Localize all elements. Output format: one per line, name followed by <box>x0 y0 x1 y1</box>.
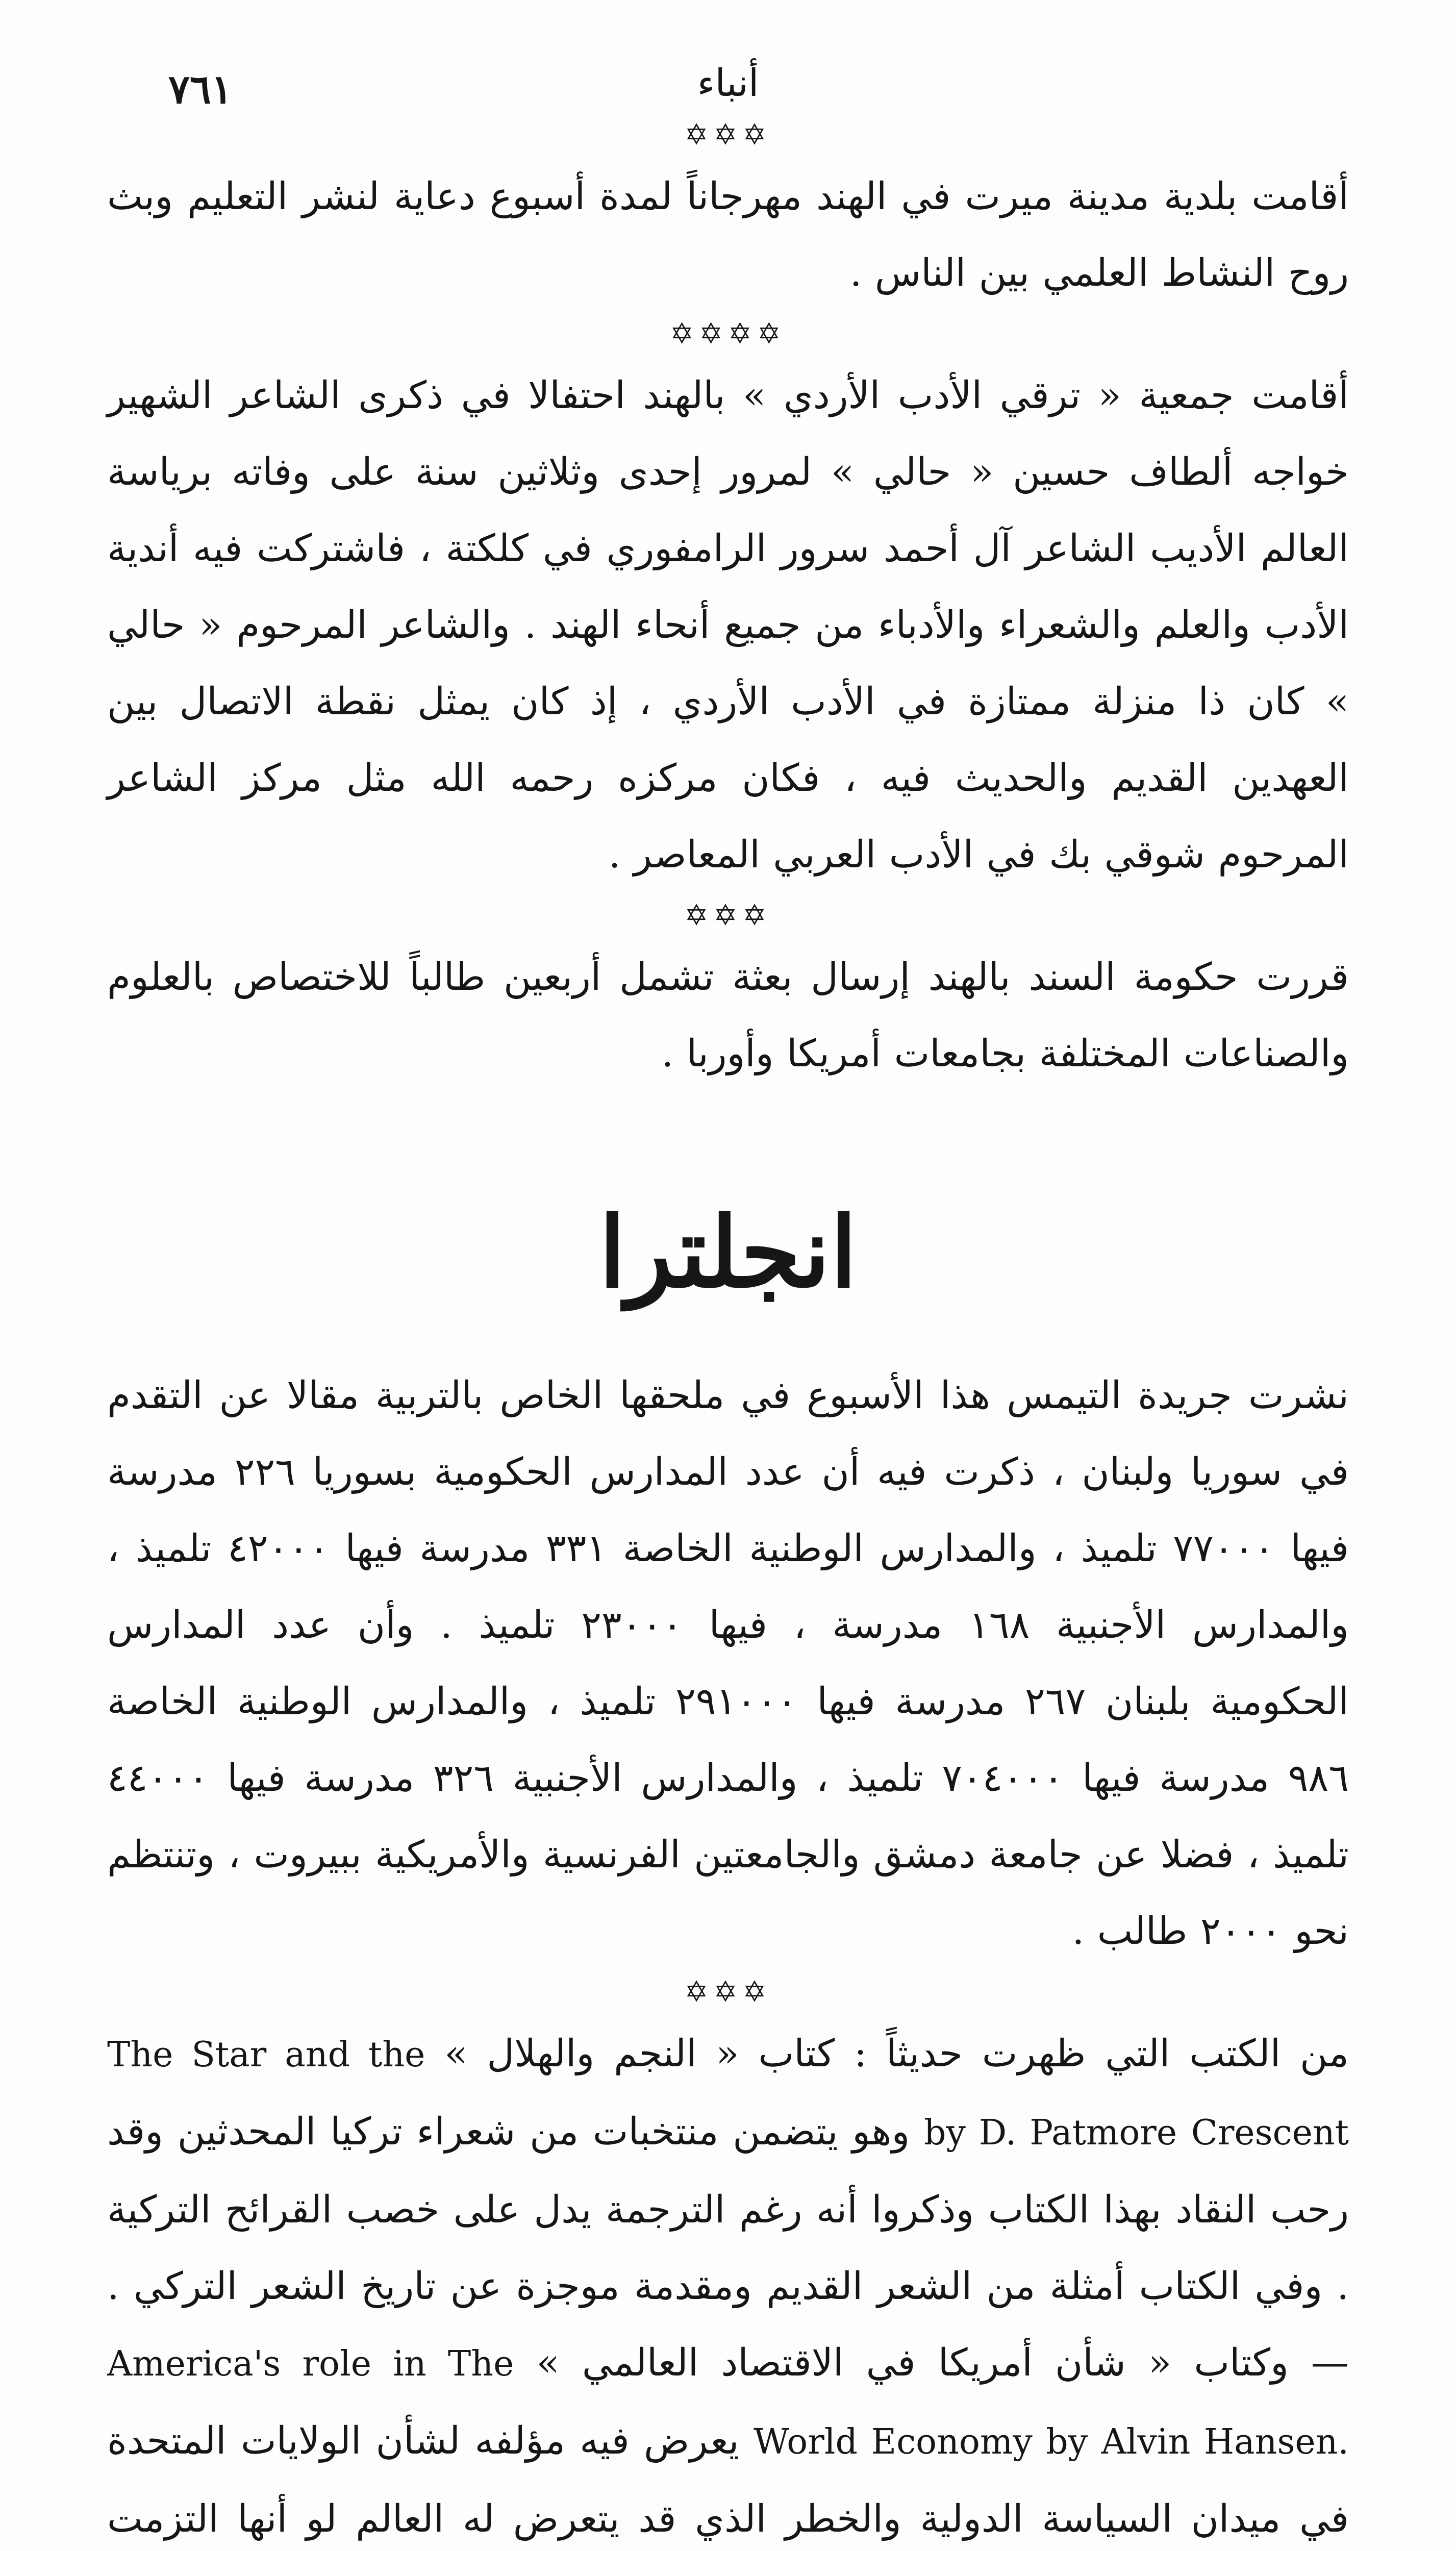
star-separator: ✡✡✡ <box>684 1975 772 2009</box>
running-title: أنباء <box>697 61 759 105</box>
section-title-england: انجلترا <box>598 1195 858 1309</box>
page-header <box>107 56 1349 112</box>
books-text-1: من الكتب التي ظهرت حديثاً : كتاب « النجم والهلال » <box>444 2032 1349 2075</box>
news-item-times: نشرت جريدة التيمس هذا الأسبوع في ملحقها الخاص بالتربية مقالا عن التقدم في سوريا ولبنان ، ذكرت فيه أن عدد المدارس الحكومية بسوريا ٢٢٦ مدرسة فيها ٧٧٠٠٠ تلميذ ، والمدارس الوطنية الخاصة ٣٣١ مدرسة فيها ٤٢٠٠٠ تلميذ ، والمدارس الأجنبية ١٦٨ مدرسة ، فيها ٢٣٠٠٠ تلميذ . وأن عدد المدارس الحكومية بلبنان ٢٦٧ مدرسة فيها ٢٩١٠٠٠ تلميذ ، والمدارس الوطنية الخاصة ٩٨٦ مدرسة فيها ٧٠٤٠٠٠ تلميذ ، والمدارس الأجنبية ٣٢٦ مدرسة فيها ٤٤٠٠٠ تلميذ ، فضلا عن جامعة دمشق والجامعتين الفرنسية والأمريكية ببيروت ، وتنتظم نحو ٢٠٠٠ طالب . <box>107 1373 1349 1953</box>
news-item-hali: أقامت جمعية « ترقي الأدب الأردي » بالهند احتفالا في ذكرى الشاعر الشهير خواجه ألطاف حسين « حالي » لمرور إحدى وثلاثين سنة على وفاته برياسة العالم الأديب الشاعر آل أحمد سرور الرامفوري في كلكتة ، فاشتركت فيه أندية الأدب والعلم والشعراء والأدباء من جميع أنحاء الهند . والشاعر المرحوم « حالي » كان ذا منزلة ممتازة في الأدب الأردي ، إذ كان يمثل نقطة الاتصال بين العهدين القديم والحديث فيه ، فكان مركزه رحمه الله مثل مركز الشاعر المرحوم شوقي بك في الأدب العربي المعاصر . <box>107 373 1349 877</box>
books-text-3: يعرض فيه مؤلفه لشأن الولايات المتحدة في ميدان السياسة الدولية والخطر الذي قد يتعرض له العالم لو أنها التزمت <box>107 2419 1349 2541</box>
book-title-star-crescent: The Star and the Crescent <box>107 2035 1349 2153</box>
book-title-america-role: America's role in The World Economy by Alvin Hansen. <box>107 2344 1349 2462</box>
books-text-2: وهو يتضمن منتخبات من شعراء تركيا المحدثين وقد رحب النقاد بهذا الكتاب وذكروا أنه رغم الترجمة يدل على خصب القرائح التركية . وفي الكتاب أمثلة من الشعر القديم ومقدمة موجزة عن تاريخ الشعر التركي . — وكتاب « شأن أمريكا في الاقتصاد العالمي » <box>107 2110 1349 2385</box>
news-item-meerut: أقامت بلدية مدينة ميرت في الهند مهرجاناً لمدة أسبوع دعاية لنشر التعليم وبث روح النشاط العلمي بين الناس . <box>107 174 1349 295</box>
star-separator: ✡✡✡✡ <box>670 317 786 351</box>
book-author-patmore: by D. Patmore <box>924 2113 1177 2153</box>
news-item-sind: قررت حكومة السند بالهند إرسال بعثة تشمل أربعين طالباً للاختصاص بالعلوم والصناعات المختلفة بجامعات أمريكا وأوربا . <box>107 955 1349 1076</box>
star-separator: ✡✡✡ <box>684 899 772 932</box>
star-separator: ✡✡✡ <box>684 118 772 152</box>
news-item-books <box>107 2015 1349 2551</box>
page-number: ٧٦١ <box>168 66 233 113</box>
